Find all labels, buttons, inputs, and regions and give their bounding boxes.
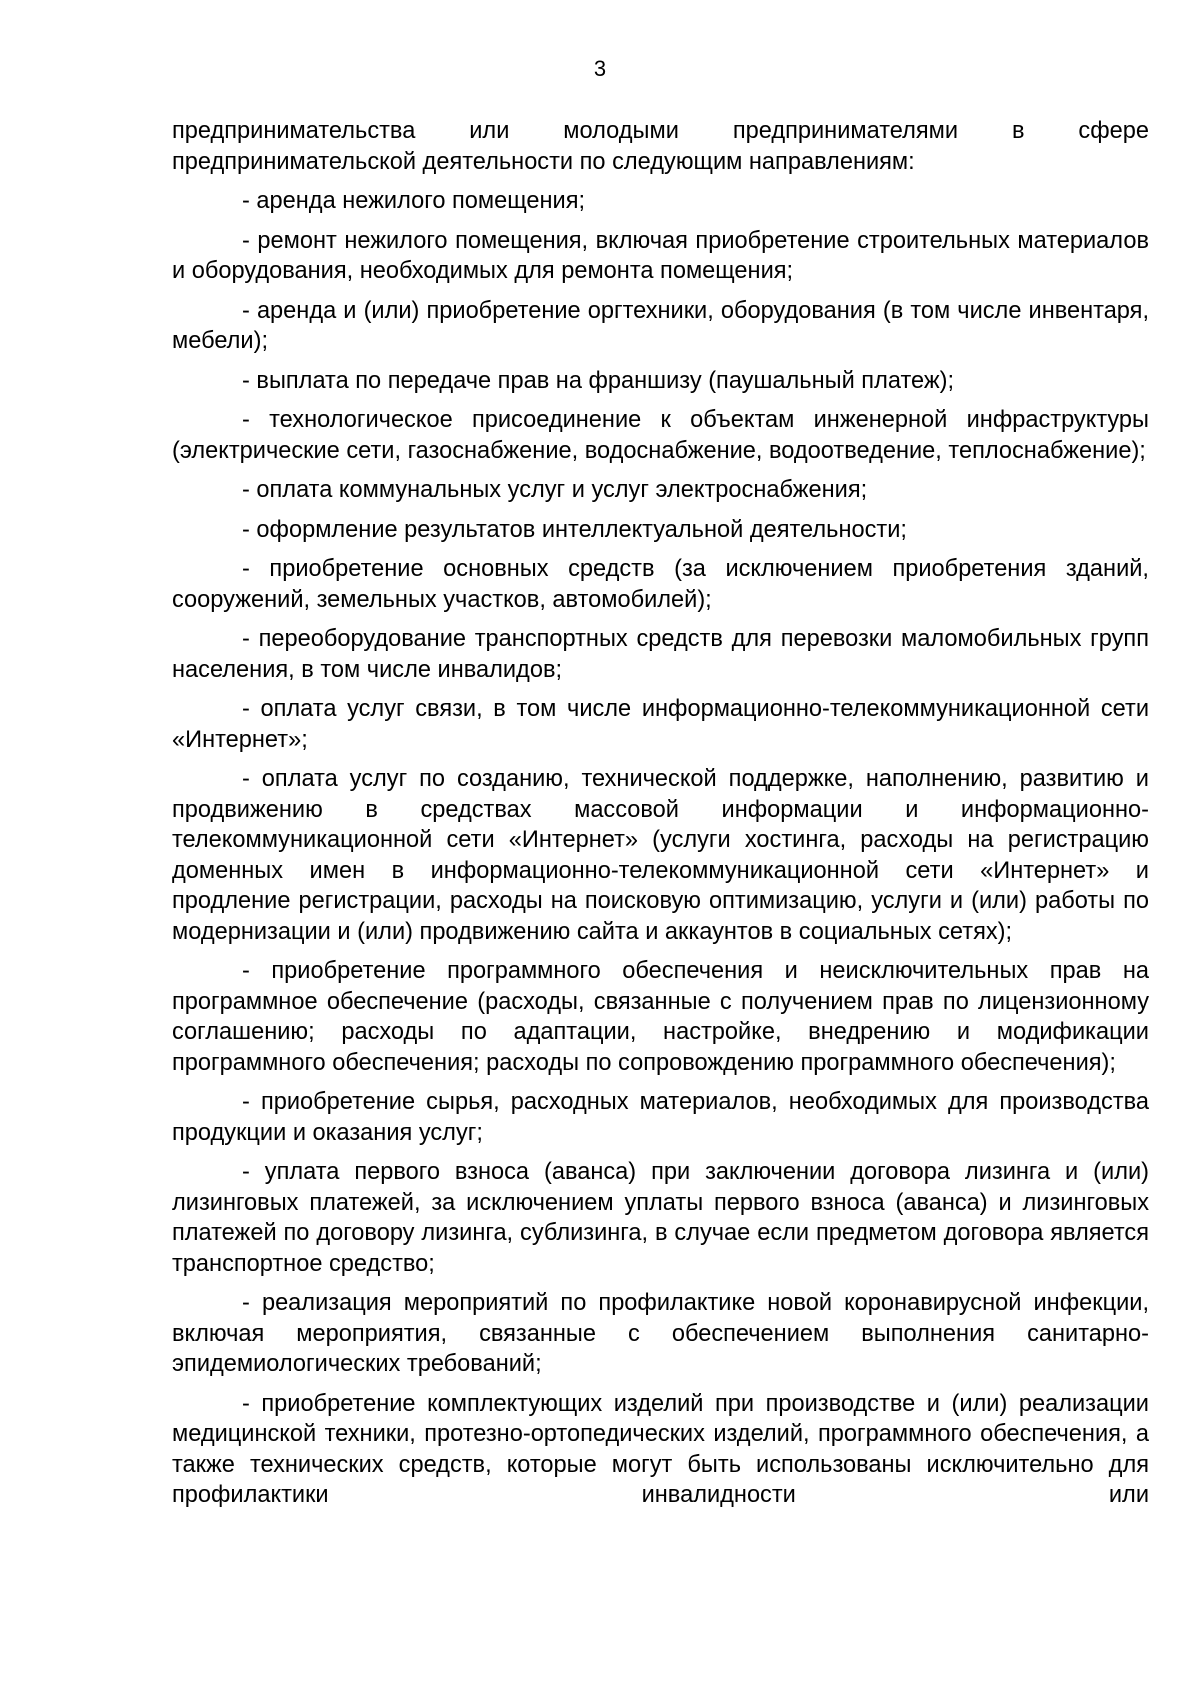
list-item: - оплата услуг по созданию, технической поддержке, наполнению, развитию и продвижению в средствах массовой информации и информационно-телекоммуникационной сети «Интернет» (услуги хостинга, расходы на регистрацию доменных имен в информационно-телекоммуникационной сети «Интернет» и продление регистрации, расходы на поисковую оптимизацию, услуги и (или) работы по модернизации и (или) продвижению сайта и аккаунтов в социальных сетях); [172, 766, 1149, 945]
list-item: - технологическое присоединение к объектам инженерной инфраструктуры (электрические сети, газоснабжение, водоснабжение, водоотведение, теплоснабжение); [172, 407, 1149, 464]
list-item: - аренда нежилого помещения; [242, 188, 586, 214]
document-body [172, 116, 1149, 1520]
list-item: - уплата первого взноса (аванса) при заключении договора лизинга и (или) лизинговых платежей, за исключением уплаты первого взноса (аванса) и лизинговых платежей по договору лизинга, сублизинга, в случае если предметом договора является транспортное средство; [172, 1159, 1149, 1277]
list-item: - оплата коммунальных услуг и услуг электроснабжения; [242, 477, 868, 503]
list-item: - реализация мероприятий по профилактике новой коронавирусной инфекции, включая мероприятия, связанные с обеспечением выполнения санитарно-эпидемиологических требований; [172, 1290, 1149, 1377]
list-item: - приобретение сырья, расходных материалов, необходимых для производства продукции и оказания услуг; [172, 1089, 1149, 1146]
list-item: - ремонт нежилого помещения, включая приобретение строительных материалов и оборудования, необходимых для ремонта помещения; [172, 227, 1149, 284]
list-item: - приобретение основных средств (за исключением приобретения зданий, сооружений, земельных участков, автомобилей); [172, 556, 1149, 613]
list-item: - переоборудование транспортных средств для перевозки маломобильных групп населения, в том числе инвалидов; [172, 626, 1149, 683]
list-item: - приобретение программного обеспечения и неисключительных прав на программное обеспечение (расходы, связанные с получением прав по лицензионному соглашению; расходы по адаптации, настройке, внедрению и модификации программного обеспечения; расходы по сопровождению программного обеспечения); [172, 958, 1149, 1076]
page-number: 3 [593, 56, 607, 81]
list-item: - выплата по передаче прав на франшизу (паушальный платеж); [242, 367, 955, 394]
list-item: - приобретение комплектующих изделий при производстве и (или) реализации медицинской техники, протезно-ортопедических изделий, программного обеспечения, а также технических средств, которые могут быть использованы исключительно для профилактики инвалидности или [172, 1390, 1149, 1508]
list-item: - аренда и (или) приобретение оргтехники, оборудования (в том числе инвентаря, мебели); [172, 297, 1149, 354]
list-item: - оплата услуг связи, в том числе информационно-телекоммуникационной сети «Интернет»; [172, 696, 1149, 753]
list-item: - оформление результатов интеллектуальной деятельности; [242, 516, 907, 543]
lead-paragraph: предпринимательства или молодыми предпринимателями в сфере предпринимательской деятельности по следующим направлениям: [172, 118, 1149, 175]
